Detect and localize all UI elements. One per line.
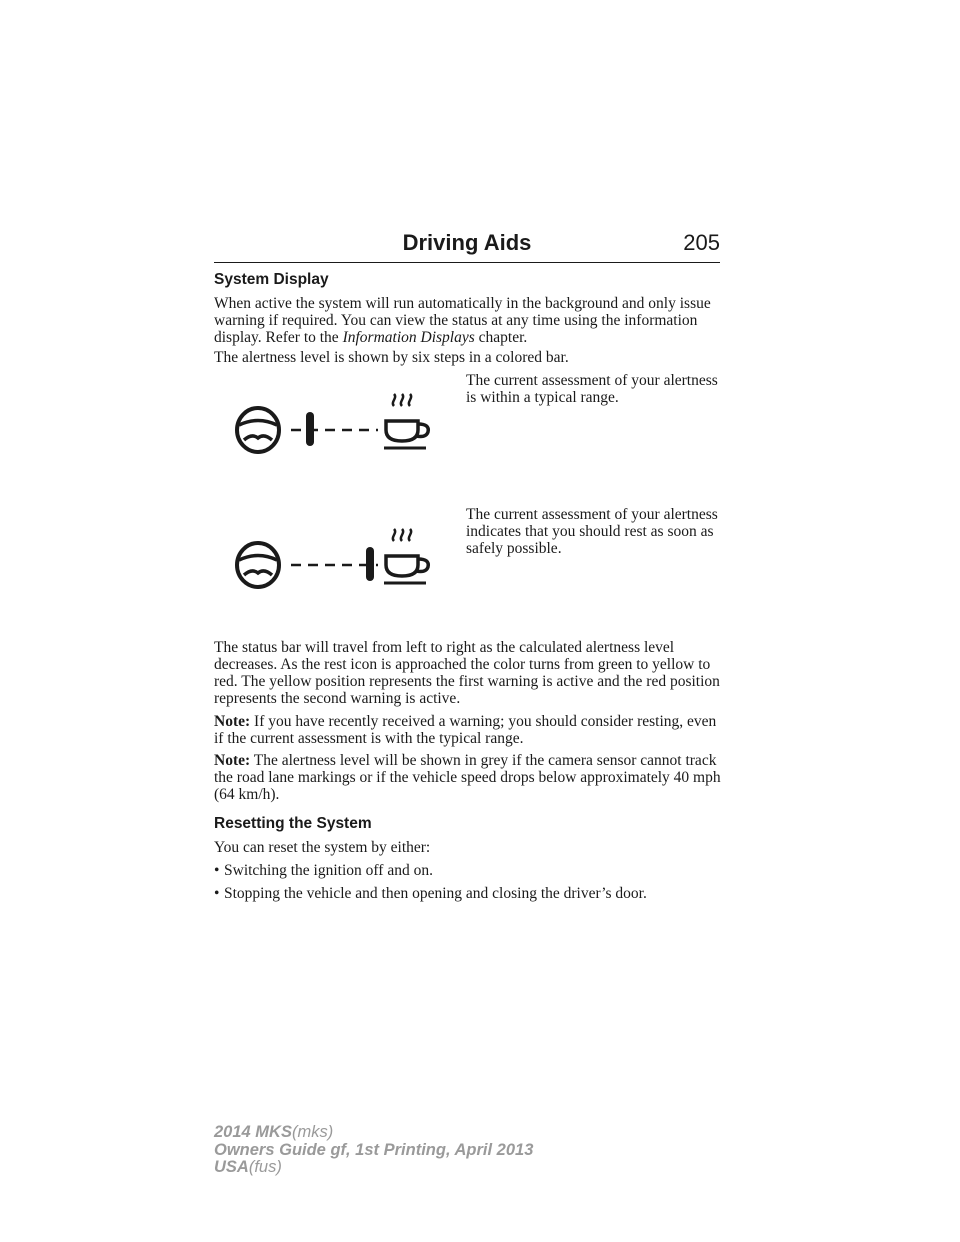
- alertness-graphic: [234, 388, 434, 458]
- page-footer: [214, 1124, 533, 1177]
- chapter-title: Driving Aids: [402, 230, 532, 255]
- note-text: If you have recently received a warning; you should consider resting, even if the current assessment is with the typical range.: [214, 713, 717, 747]
- list-item: [214, 885, 647, 902]
- coffee-cup-icon: [384, 529, 428, 583]
- coffee-cup-icon: [384, 394, 428, 448]
- alertness-graphic: [234, 523, 434, 593]
- steps-text: The alertness level is shown by six steps in a colored bar.: [214, 349, 569, 366]
- chapter-reference: Information Displays: [342, 329, 475, 346]
- bullet-icon: •: [214, 885, 220, 902]
- market-code: (fus): [248, 1158, 282, 1176]
- level-marker: [366, 547, 374, 581]
- footer-line-3: [214, 1159, 533, 1177]
- list-item-text: Switching the ignition off and on.: [224, 862, 433, 879]
- footer-line-1: [214, 1124, 533, 1142]
- bullet-icon: •: [214, 862, 220, 879]
- note-label: Note:: [214, 713, 251, 730]
- footer-line-2: Owners Guide gf, 1st Printing, April 2013: [214, 1140, 534, 1159]
- page-number: 205: [683, 230, 720, 255]
- intro-text: When active the system will run automatically in the background and only issue warning if required. You can view the status at any time using the information display. Refer to the: [214, 295, 711, 346]
- list-item: [214, 862, 433, 879]
- section-heading-resetting: Resetting the System: [214, 815, 372, 832]
- level-marker: [306, 412, 314, 446]
- intro-text-end: chapter.: [474, 329, 528, 346]
- indicator-description-typical: The current assessment of your alertness is within a typical range.: [466, 372, 718, 406]
- resetting-intro: You can reset the system by either:: [214, 839, 431, 856]
- note-label: Note:: [214, 752, 251, 769]
- system-display-intro: [214, 295, 724, 346]
- alertness-bar: [291, 547, 378, 581]
- note-text: The alertness level will be shown in grey if the camera sensor cannot track the road lane markings or if the vehicle speed drops below approximately 40 mph (64 km/h).: [214, 752, 721, 803]
- alertness-bar: [291, 412, 378, 446]
- note-1: [214, 713, 724, 747]
- page-header: [214, 226, 720, 263]
- indicator-description-rest: The current assessment of your alertness indicates that you should rest as soon as safely possible.: [466, 506, 718, 557]
- note-2: [214, 752, 724, 803]
- alertness-indicator-typical: [234, 388, 434, 458]
- steering-wheel-icon: [237, 408, 279, 452]
- status-bar-text: The status bar will travel from left to right as the calculated alertness level decreases. As the rest icon is approached the color turns from green to yellow to red. The yellow position represents the first warning is active and the red position represents the second warning is active.: [214, 639, 720, 707]
- alertness-indicator-rest: [234, 523, 434, 593]
- list-item-text: Stopping the vehicle and then opening and closing the driver’s door.: [224, 885, 647, 902]
- market-name: USA: [214, 1158, 249, 1176]
- steering-wheel-icon: [237, 543, 279, 587]
- section-heading-system-display: System Display: [214, 271, 329, 288]
- model-code: (mks): [291, 1123, 334, 1141]
- model-name: 2014 MKS: [214, 1123, 292, 1141]
